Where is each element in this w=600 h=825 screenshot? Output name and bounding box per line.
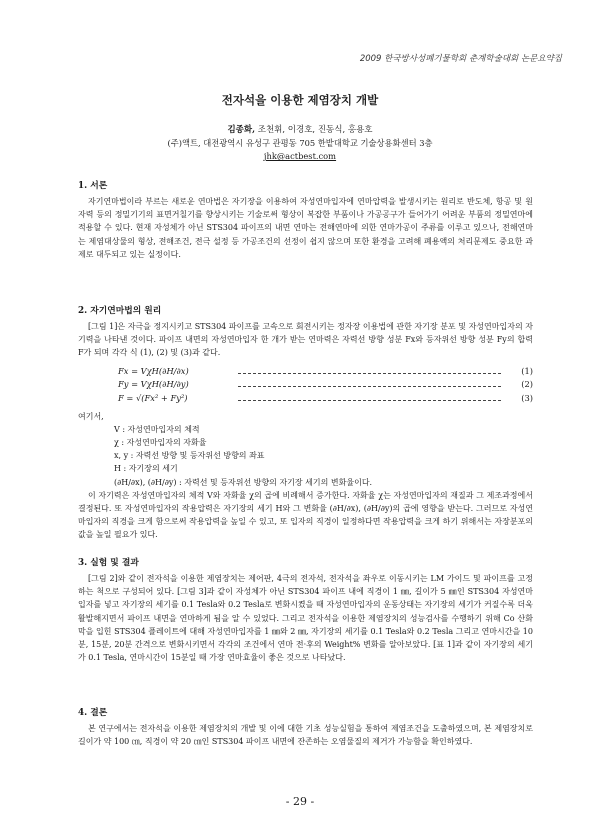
section-introduction [78, 178, 533, 261]
co-authors: 조천휘, 이경호, 진동식, 홍용호 [255, 125, 373, 135]
definition-item: H : 자기장의 세기 [114, 464, 178, 474]
conference-header: 2009 한국방사성폐기물학회 춘계학술대회 논문요약집 [359, 54, 562, 64]
leader-line [238, 379, 501, 387]
first-author: 김종화, [227, 125, 256, 135]
section-body-continued: 이 자기력은 자성연마입자의 체적 V와 자화율 χ의 곱에 비례해서 증가한다. 자화율 χ는 자성연마입자의 재질과 그 제조과정에서 결정된다. 또 자성연마입자의 작용압력은 자기장의 세기 H와 그 변화율 (∂H/∂x), (∂H/∂y)의 곱에 영향을 받는다. 그러므로 자성연마입자의 직경을 크게 함으로써 작용압력을 높일 수 있고, 또 입자의 직경이 일정하다면 작용압력을 크게 하기 위해서는 자장분포의 값을 높일 필요가 있다. [78, 490, 533, 540]
section-heading: 1. 서론 [78, 181, 108, 191]
section-principle [78, 303, 533, 542]
equation-2 [78, 379, 533, 393]
definition-item: x, y : 자력선 방향 및 등자위선 방향의 좌표 [114, 451, 265, 461]
equation-text: F = √(Fx² + Fy²) [118, 392, 188, 403]
section-conclusion [78, 705, 533, 748]
equation-text: Fy = VχH(∂H/∂y) [118, 379, 189, 390]
leader-line [238, 393, 501, 401]
section-body: 자기연마법이라 부르는 새로운 연마법은 자기장을 이용하여 자성연마입자에 연마압력을 발생시키는 원리로 반도체, 항공 및 원자력 등의 정밀기기의 표면거칠기를 향상시키는 기술로써 형상이 복잡한 부품이나 가공공구가 들어가기 어려운 부품의 정밀연마에 적용할 수 있다. 현재 자성체가 아닌 STS304 파이프의 내면 연마는 전해연마에 의한 연마가공이 주류를 이루고 있으나, 전해연마는 제염대상물의 형상, 전해조건, 전극 설정 등 가공조건의 선정이 쉽지 않으며 또한 환경을 고려해 폐용액의 처리문제도 중요한 과제로 대두되고 있는 실정이다. [78, 197, 533, 259]
equation-number: (1) [521, 365, 533, 376]
section-body: [그림 2]와 같이 전자석을 이용한 제염장치는 제어판, 4극의 전자석, 전자석을 좌우로 이동시키는 LM 가이드 및 파이프를 고정하는 척으로 구성되어 있다. [그림 3]과 같이 자성체가 아닌 STS304 파이프 내에 직경이 1 ㎜, 길이가 5 ㎜인 STS304 자성연마입자를 넣고 자기장의 세기를 0.1 Tesla와 0.2 Tesla로 변화시켰을 때 자성연마입자의 운동상태는 자기장의 세기가 커질수록 더욱 활발해지면서 파이프 내면을 연마하게 됨을 알 수 있었다. 그리고 전자석을 이용한 제염장치의 성능검사를 수행하기 위해 Co 산화막을 입힌 STS304 플레이트에 대해 자성연마입자를 1 ㎜와 2 ㎜, 자기장의 세기를 0.1 Tesla와 0.2 Tesla 그리고 연마시간을 10분, 15분, 20분 간격으로 변화시키면서 각각의 조건에서 연마 전·후의 Weight% 변화를 알아보았다. [표 1]과 같이 자기장의 세기가 0.1 Tesla, 연마시간이 15분일 때 가장 연마효율이 좋은 것으로 나타났다. [78, 574, 533, 663]
section-heading: 2. 자기연마법의 원리 [78, 306, 162, 316]
author-email[interactable]: jhk@actbest.com [263, 151, 337, 161]
equation-3 [78, 393, 533, 410]
paper-title: 전자석을 이용한 제염장치 개발 [221, 93, 379, 107]
equation-number: (3) [521, 392, 533, 403]
equation-1 [78, 366, 533, 380]
variable-definitions [78, 410, 533, 489]
section-experiment [78, 555, 533, 664]
section-heading: 4. 결론 [78, 708, 108, 718]
definition-item: V : 자성연마입자의 체적 [114, 424, 200, 434]
section-body: 본 연구에서는 전자석을 이용한 제염장치의 개발 및 이에 대한 기초 성능실험을 통하여 제염조건을 도출하였으며, 본 제염장치로 길이가 약 100 ㎝, 직경이 약 20 ㎝인 STS304 파이프 내면에 잔존하는 오염물질의 제거가 가능함을 확인하였다. [78, 724, 533, 747]
equation-text: Fx = VχH(∂H/∂x) [118, 365, 189, 376]
where-label: 여기서, [78, 411, 104, 421]
section-body: [그림 1]은 자극을 정지시키고 STS304 파이프를 고속으로 회전시키는 정자장 이용법에 관한 자기장 분포 및 자성연마입자의 자기력을 나타낸 것이다. 파이프 내면의 자성연마입자 한 개가 받는 연마력은 자력선 방향 성분 Fx와 등자위선 방향 성분 Fy의 합력 F가 되며 각각 식 (1), (2) 및 (3)과 같다. [78, 322, 533, 358]
affiliation: (주)액트, 대전광역시 유성구 관평동 705 한밭대학교 기술상용화센터 3층 [167, 138, 433, 148]
definition-item: χ : 자성연마입자의 자화율 [114, 438, 207, 448]
page-number: - 29 - [285, 795, 315, 808]
definition-item: (∂H/∂x), (∂H/∂y) : 자력선 및 등자위선 방향의 자기장 세기의 변화율이다. [114, 477, 373, 487]
author-list [0, 123, 600, 135]
equation-number: (2) [521, 379, 533, 390]
section-heading: 3. 실험 및 결과 [78, 558, 139, 568]
leader-line [238, 366, 501, 374]
